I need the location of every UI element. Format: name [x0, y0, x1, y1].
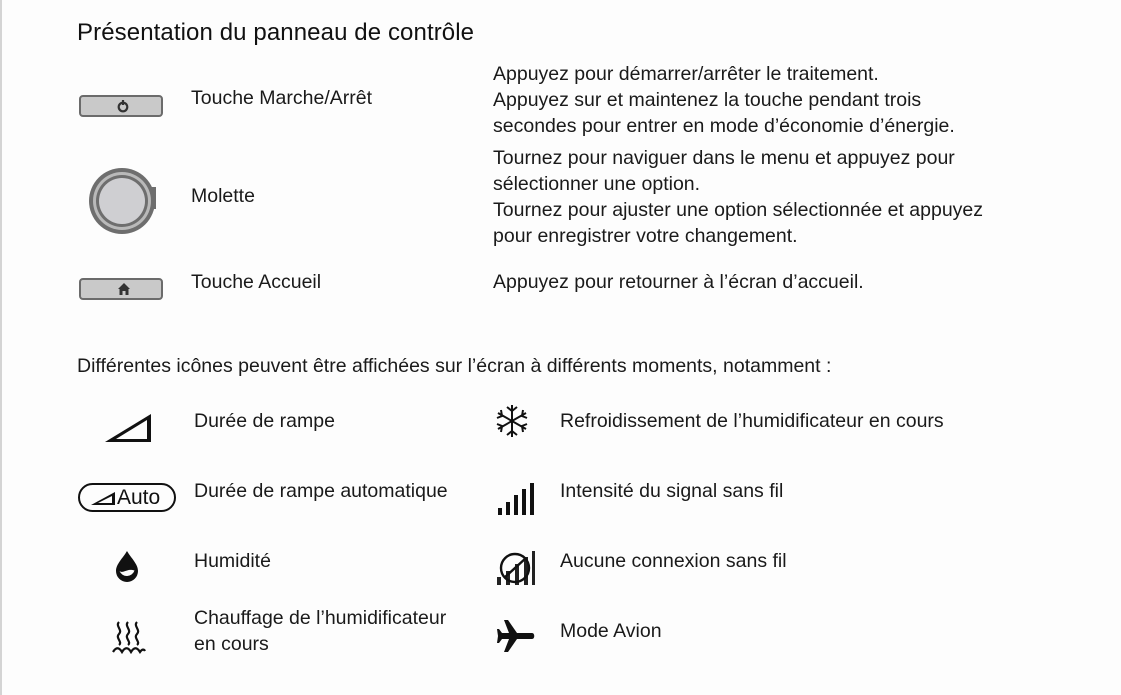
- control-desc-dial-line3: Tournez pour ajuster une option sélectionnée et appuyez: [493, 199, 984, 221]
- control-desc-dial-line4: pour enregistrer votre changement.: [493, 225, 798, 247]
- control-desc-power-line3: secondes pour entrer en mode d’économie d’énergie.: [493, 115, 955, 137]
- control-label-dial: Molette: [191, 185, 255, 207]
- icon-label-heating-line1: Chauffage de l’humidificateur: [194, 607, 447, 629]
- icon-label-heating-line2: en cours: [194, 633, 269, 655]
- icon-label-auto-ramp: Durée de rampe automatique: [194, 480, 448, 502]
- home-button-icon: [117, 282, 131, 296]
- page-title: Présentation du panneau de contrôle: [77, 19, 475, 46]
- ramp-icon: [103, 412, 153, 444]
- icon-label-ramp: Durée de rampe: [194, 410, 335, 432]
- icon-label-no-signal: Aucune connexion sans fil: [560, 550, 787, 572]
- heating-icon: [112, 620, 146, 656]
- icon-label-signal: Intensité du signal sans fil: [560, 480, 784, 502]
- home-button-illustration: [79, 278, 163, 300]
- control-desc-power-line1: Appuyez pour démarrer/arrêter le traitement.: [493, 63, 879, 85]
- control-desc-power-line2: Appuyez sur et maintenez la touche pendant trois: [493, 89, 922, 111]
- no-signal-icon: [495, 549, 537, 587]
- control-label-home: Touche Accueil: [191, 271, 322, 293]
- icon-label-snowflake: Refroidissement de l’humidificateur en cours: [560, 410, 944, 432]
- humidity-drop-icon: [114, 550, 140, 584]
- icon-label-humidity: Humidité: [194, 550, 271, 572]
- airplane-icon: [496, 618, 536, 654]
- power-button-icon: [117, 99, 129, 113]
- auto-ramp-triangle-icon: [90, 491, 116, 506]
- control-label-power: Touche Marche/Arrêt: [191, 87, 372, 109]
- icons-intro-text: Différentes icônes peuvent être affichées sur l’écran à différents moments, notamment :: [77, 355, 832, 377]
- signal-bars-icon: [497, 482, 537, 516]
- snowflake-icon: [494, 403, 530, 439]
- icon-label-airplane: Mode Avion: [560, 620, 662, 642]
- auto-ramp-badge-text: Auto: [117, 486, 161, 509]
- page-left-border: [0, 0, 2, 695]
- auto-ramp-icon: [78, 483, 176, 512]
- power-button-illustration: [79, 95, 163, 117]
- control-desc-dial-line1: Tournez pour naviguer dans le menu et appuyez pour: [493, 147, 955, 169]
- dial-icon: [88, 165, 162, 237]
- control-desc-home-line1: Appuyez pour retourner à l’écran d’accueil.: [493, 271, 864, 293]
- control-desc-dial-line2: sélectionner une option.: [493, 173, 701, 195]
